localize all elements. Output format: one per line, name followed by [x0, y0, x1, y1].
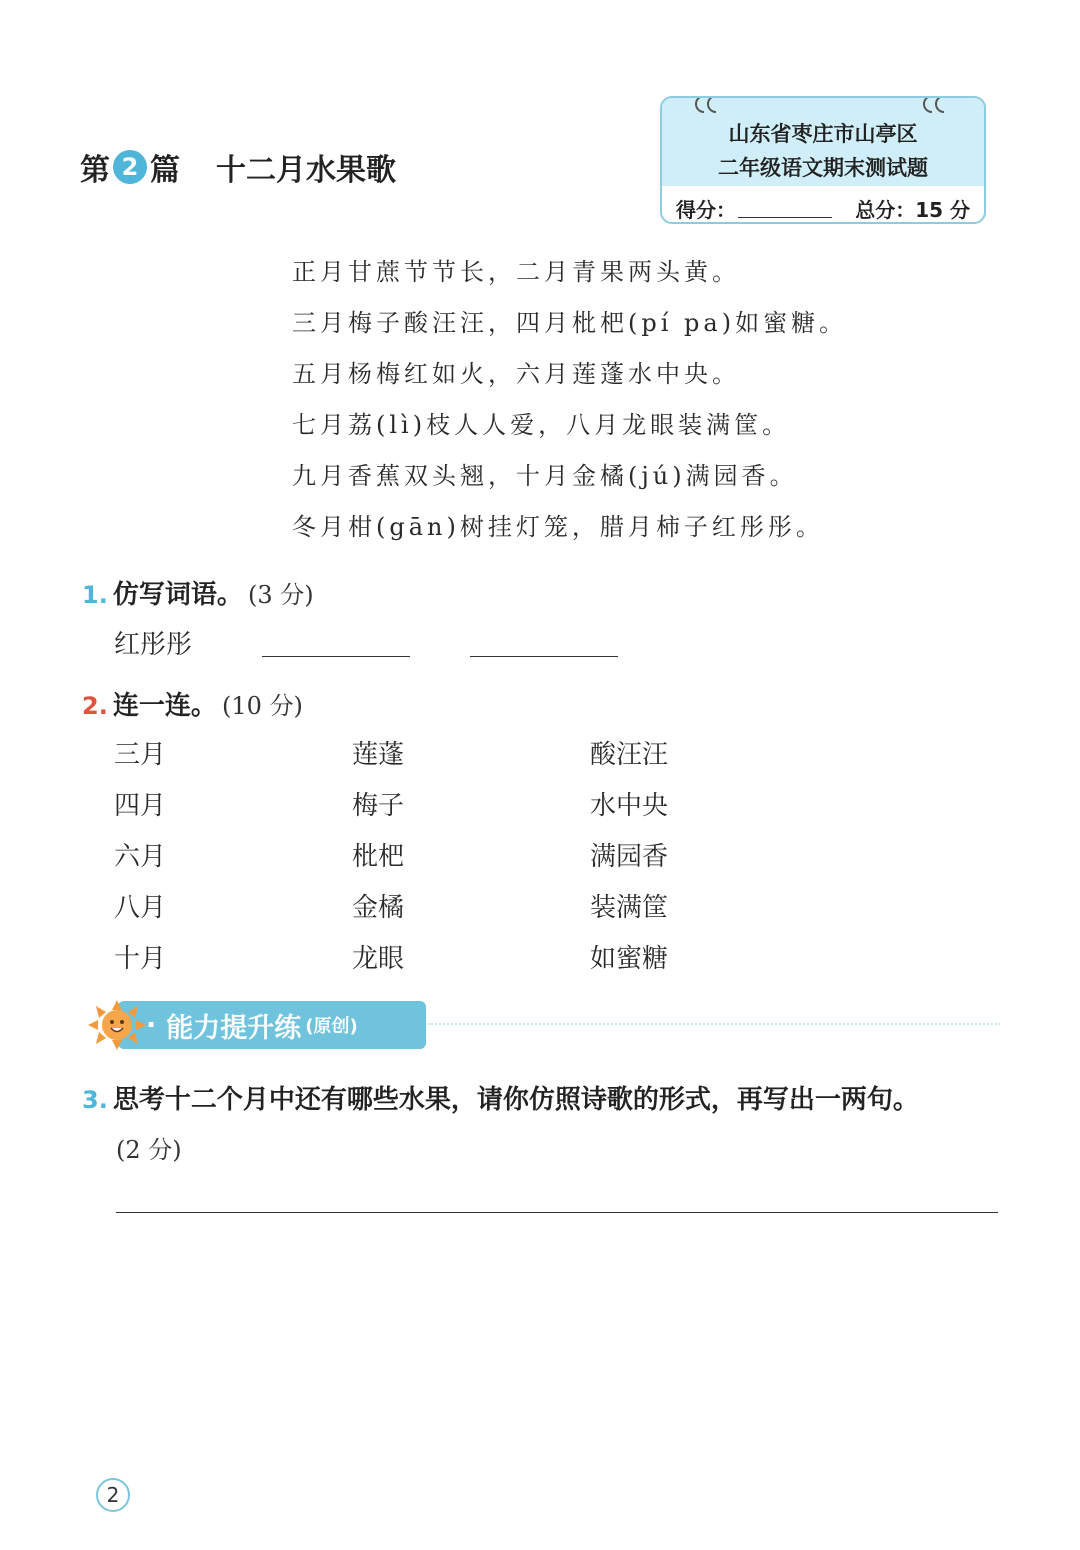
answer-blank[interactable] — [262, 656, 410, 657]
match-fruit[interactable]: 金橘 — [352, 893, 405, 923]
title-suffix: 篇 — [150, 153, 180, 188]
question-text: 思考十二个月中还有哪些水果，请你仿照诗歌的形式，再写出一两句。 — [112, 1085, 919, 1115]
question-points: (10 分) — [222, 692, 303, 720]
exam-info-box — [660, 96, 986, 224]
exam-region: 山东省枣庄市山亭区 — [728, 122, 918, 146]
sun-icon — [84, 998, 150, 1052]
title-name: 十二月水果歌 — [216, 153, 396, 188]
poem-line: 五月杨梅红如火，六月莲蓬水中央。 — [292, 360, 740, 388]
question-1 — [82, 574, 314, 611]
question-number: 2. — [82, 692, 108, 720]
poem-line: 三月梅子酸汪汪，四月枇杷(pí pa)如蜜糖。 — [292, 309, 848, 337]
binder-ring-icon — [918, 96, 958, 120]
page-number: 2 — [96, 1478, 130, 1512]
poem-line: 正月甘蔗节节长，二月青果两头黄。 — [292, 258, 740, 286]
question-text: 连一连。 — [112, 691, 217, 721]
match-fruit[interactable]: 枇杷 — [352, 842, 405, 872]
total-score: 总分：15 分 — [855, 198, 970, 222]
page-title — [80, 142, 396, 192]
question-2 — [82, 685, 303, 722]
score-label: 得分： — [676, 198, 736, 222]
match-description[interactable]: 水中央 — [590, 791, 669, 821]
match-description[interactable]: 酸汪汪 — [590, 740, 669, 770]
match-fruit[interactable]: 莲蓬 — [352, 740, 405, 770]
score-blank[interactable] — [738, 217, 832, 218]
section-banner: · 能力提升练 (原创) — [118, 1001, 426, 1049]
match-description[interactable]: 满园香 — [590, 842, 669, 872]
title-number-badge: 2 — [113, 150, 147, 184]
answer-blank[interactable] — [470, 656, 618, 657]
exam-name: 二年级语文期末测试题 — [718, 156, 928, 180]
question-3 — [82, 1079, 919, 1116]
match-month[interactable]: 十月 — [114, 944, 167, 974]
question-number: 3. — [82, 1086, 108, 1114]
question-points: (3 分) — [248, 581, 314, 609]
match-month[interactable]: 八月 — [114, 893, 167, 923]
match-month[interactable]: 三月 — [114, 740, 167, 770]
section-divider — [428, 1023, 1000, 1025]
match-description[interactable]: 如蜜糖 — [590, 944, 669, 974]
question-points: (2 分) — [116, 1136, 182, 1164]
match-month[interactable]: 六月 — [114, 842, 167, 872]
match-description[interactable]: 装满筐 — [590, 893, 669, 923]
title-prefix: 第 — [80, 153, 110, 188]
binder-ring-icon — [690, 96, 730, 120]
match-fruit[interactable]: 梅子 — [352, 791, 405, 821]
section-title: 能力提升练 — [166, 1012, 302, 1044]
example-word: 红彤彤 — [114, 630, 193, 660]
question-text: 仿写词语。 — [112, 580, 243, 610]
section-tag: (原创) — [305, 1016, 358, 1037]
poem-line: 九月香蕉双头翘，十月金橘(jú)满园香。 — [292, 462, 798, 490]
poem-line: 冬月柑(gān)树挂灯笼，腊月柿子红彤彤。 — [292, 513, 824, 541]
match-month[interactable]: 四月 — [114, 791, 167, 821]
question-number: 1. — [82, 581, 108, 609]
match-fruit[interactable]: 龙眼 — [352, 944, 405, 974]
poem-line: 七月荔(lì)枝人人爱，八月龙眼装满筐。 — [292, 411, 791, 439]
answer-line[interactable] — [116, 1212, 998, 1213]
